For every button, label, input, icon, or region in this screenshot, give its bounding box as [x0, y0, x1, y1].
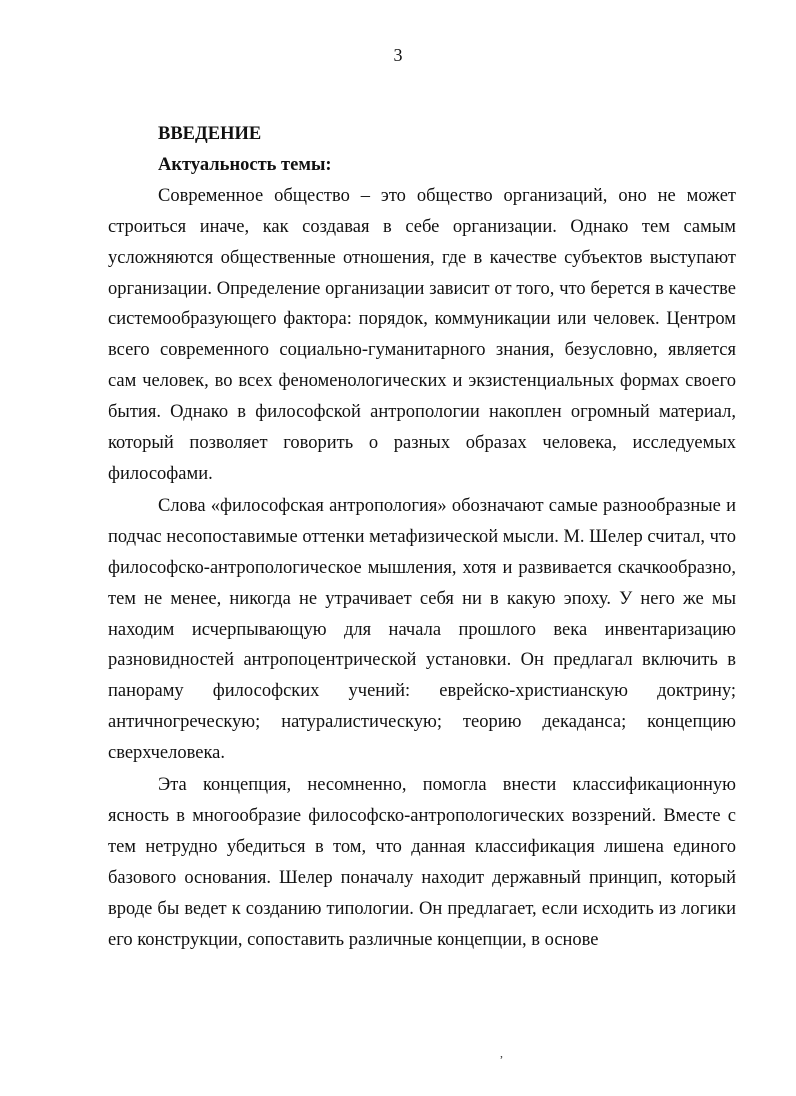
- scan-artifact-mark: ,: [500, 1046, 503, 1060]
- section-subtitle: Актуальность темы:: [158, 154, 332, 175]
- page-content: [108, 119, 736, 955]
- paragraph-1: Современное общество – это общество организаций, оно не может строиться иначе, как создавая в себе организации. Однако тем самым усложняются общественные отношения, где в качестве субъектов выступают организации. Определение организации зависит от того, что берется в качестве системообразующего фактора: порядок, коммуникации или человек. Центром всего современного социально-гуманитарного знания, безусловно, является сам человек, во всех феноменологических и экзистенциальных формах своего бытия. Однако в философской антропологии накоплен огромный материал, который позволяет говорить о разных образах человека, исследуемых философами.: [108, 185, 736, 484]
- paragraph-3: Эта концепция, несомненно, помогла внести классификационную ясность в многообразие философско-антропологических воззрений. Вместе с тем нетрудно убедиться в том, что данная классификация лишена единого базового основания. Шелер поначалу находит державный принцип, который вроде бы ведет к созданию типологии. Он предлагает, если исходить из логики его конструкции, сопоставить различные концепции, в основе: [108, 775, 736, 950]
- page-number: 3: [393, 45, 403, 65]
- paragraph-2: Слова «философская антропология» обозначают самые разнообразные и подчас несопоставимые оттенки метафизической мысли. М. Шелер считал, что философско-антропологическое мышления, хотя и развивается скачкообразно, тем не менее, никогда не утрачивает себя ни в какую эпоху. У него же мы находим исчерпывающую для начала прошлого века инвентаризацию разновидностей антропоцентрической установки. Он предлагал включить в панораму философских учений: еврейско-христианскую доктрину; античногреческую; натуралистическую; теорию декаданса; концепцию сверхчеловека.: [108, 495, 736, 764]
- section-title: ВВЕДЕНИЕ: [158, 124, 262, 144]
